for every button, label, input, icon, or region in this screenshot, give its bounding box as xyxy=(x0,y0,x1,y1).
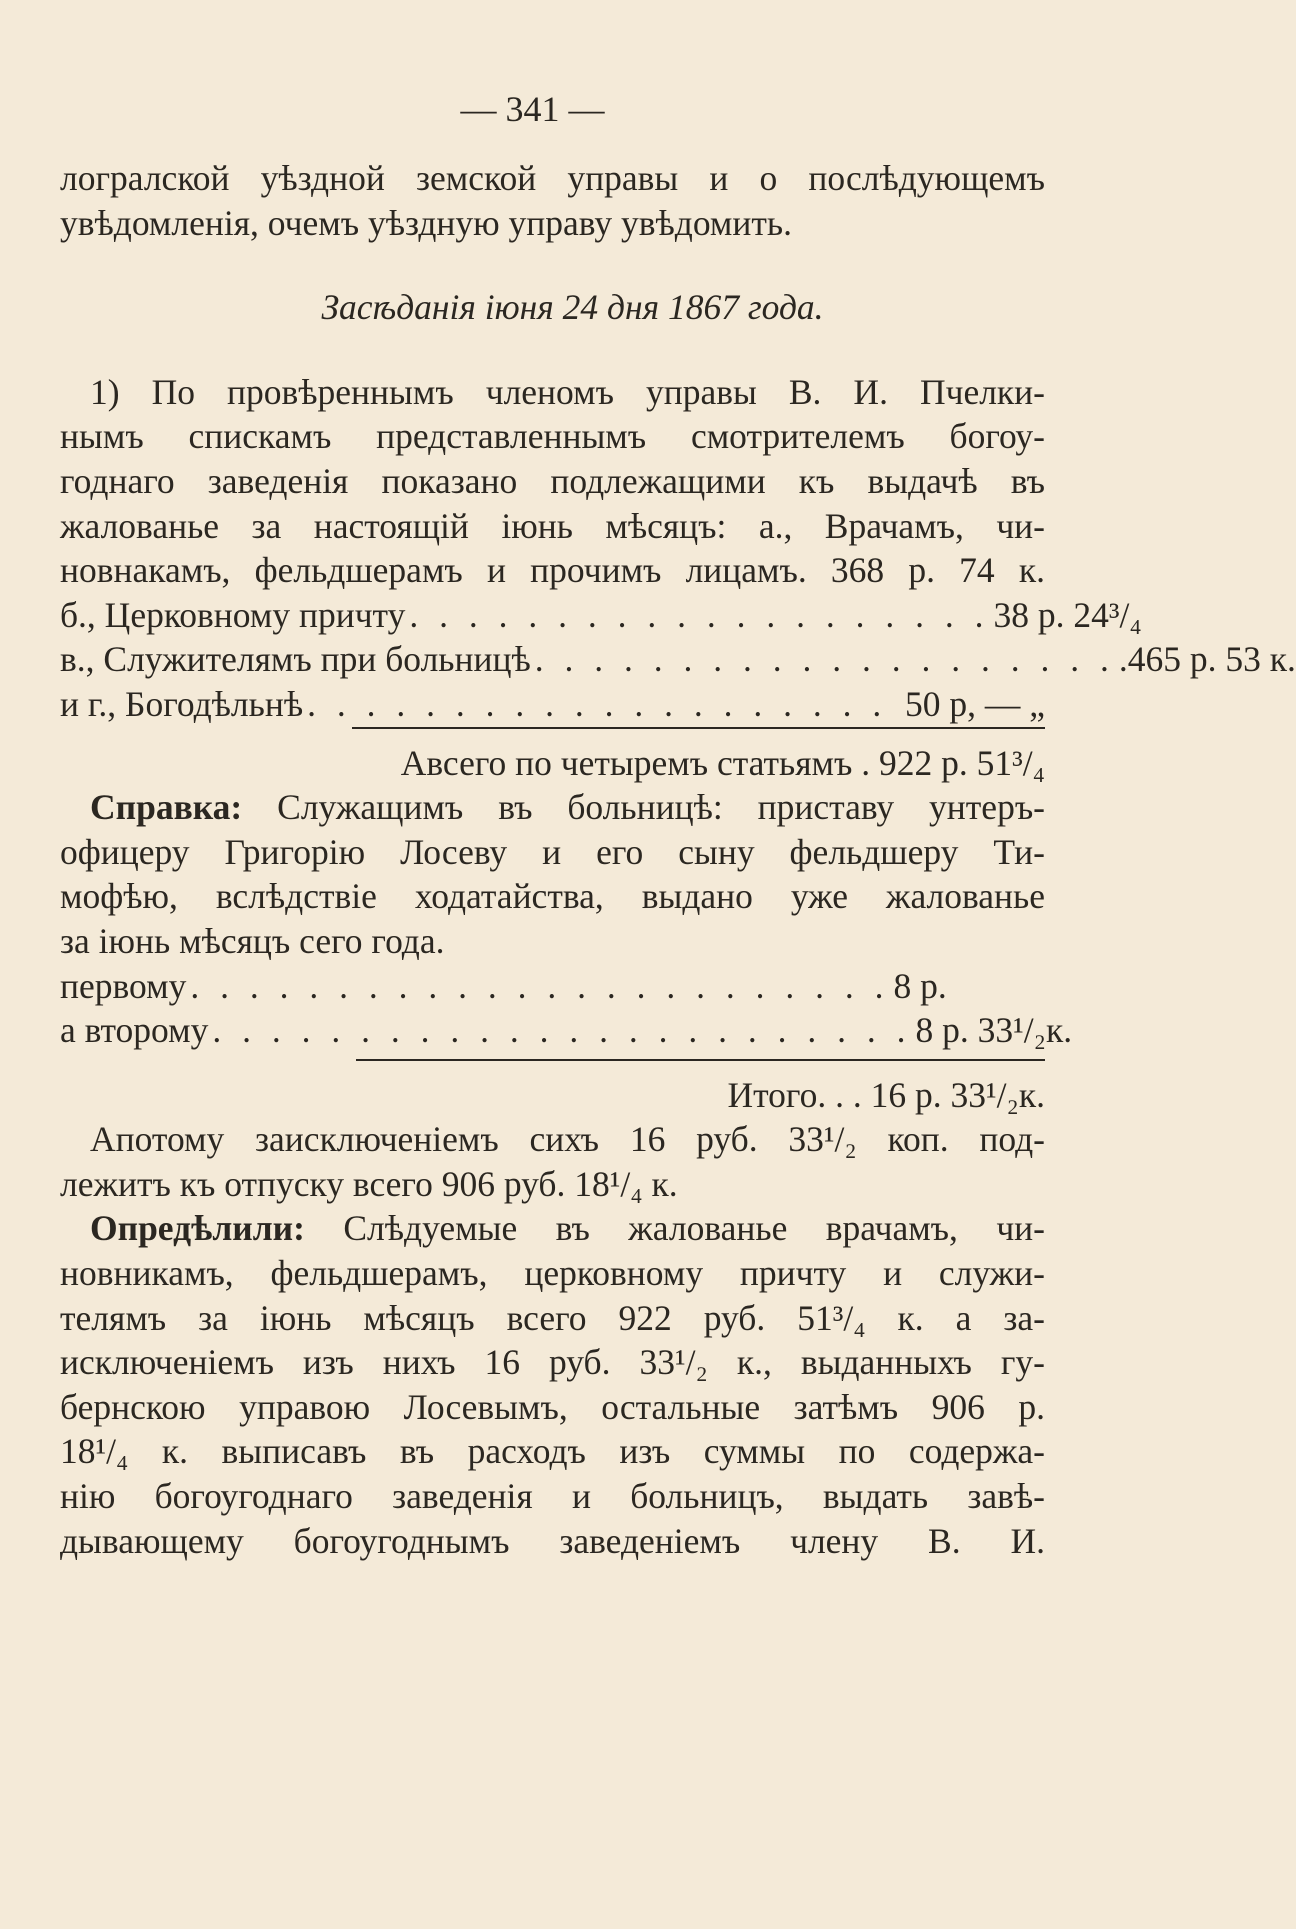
text-line: лежитъ къ отпуску всего 906 руб. 18¹/₄ к. xyxy=(60,1163,678,1204)
leader-dots: . . . . . . . . . . . . . . . . . . . . xyxy=(534,639,1115,680)
text-line: новнакамъ, фельдшерамъ и прочимъ лицамъ. 368 р. 74 к. xyxy=(60,550,1045,591)
page-number: — 341 — xyxy=(460,89,605,129)
text-line: годнаго заведенія показано подлежащими къ выдачѣ въ xyxy=(60,460,1045,501)
items-list xyxy=(60,593,1296,727)
text-line: 1) По провѣреннымъ членомъ управы В. И. Пчелки- xyxy=(90,371,1045,412)
item-label: и г., Богодѣльнѣ xyxy=(60,683,304,724)
leader-dots: . . . . . . . . . . . . . . . . . . . . xyxy=(307,683,888,724)
text-line: телямъ за іюнь мѣсяцъ всего 922 руб. 51³/₄ к. а за- xyxy=(60,1297,1045,1338)
item-label: б., Церковному причту xyxy=(60,594,406,635)
item-label: в., Служителямъ при больницѣ xyxy=(60,639,531,680)
payment-row xyxy=(60,1008,1073,1053)
text-line: нію богоугоднаго заведенія и больницъ, выдать завѣ- xyxy=(60,1476,1045,1517)
payment-label: первому xyxy=(60,965,187,1006)
all-total: Авсего по четыремъ статьямъ . 922 р. 51³/₄ xyxy=(400,742,1045,783)
text-line: Опредѣлили: Слѣдуемые въ жалованье врачамъ, чи- xyxy=(90,1208,1045,1249)
text-line: жалованье за настоящій іюнь мѣсяцъ: а., Врачамъ, чи- xyxy=(60,505,1045,546)
item-row xyxy=(60,682,1045,727)
spravka-label: Справка: xyxy=(90,787,243,828)
text-line: исключеніемъ изъ нихъ 16 руб. 33¹/₂ к., выданныхъ гу- xyxy=(60,1342,1045,1383)
payment-row xyxy=(60,964,1045,1009)
text-line: бернскою управою Лосевымъ, остальные затѣмъ 906 р. xyxy=(60,1386,1045,1427)
text-line: 18¹/₄ к. выписавъ въ расходъ изъ суммы по содержа- xyxy=(60,1431,1045,1472)
leader-dots: . . . . . . . . . . . . . . . . . . . . xyxy=(409,594,990,635)
text-line: логралской уѣздной земской управы и о послѣдующемъ xyxy=(60,158,1045,198)
payments-list xyxy=(60,964,1073,1053)
text-line: новникамъ, фельдшерамъ, церковному причту и служи- xyxy=(60,1253,1045,1294)
item-row xyxy=(60,637,1296,682)
text-line: мофѣю, вслѣдствіе ходатайства, выдано уже жалованье xyxy=(60,876,1045,917)
apotomu-paragraph xyxy=(60,1117,1045,1206)
text-line: дывающему богоугоднымъ заведеніемъ члену В. И. xyxy=(60,1520,1045,1561)
item-row xyxy=(60,593,1142,638)
text-line: увѣдомленія, очемъ уѣздную управу увѣдомить. xyxy=(60,202,792,243)
paragraph-1 xyxy=(60,370,1045,593)
leader-dots: . . . . . . . . . . . . . . . . . . . . . . . . xyxy=(190,965,890,1006)
opredelili-label: Опредѣлили: xyxy=(90,1208,305,1249)
item-amount: 50 р, — „ xyxy=(904,683,1045,724)
payment-amount: 8 р. 33¹/₂к. xyxy=(915,1010,1073,1051)
leader-dots: . . . . . . . . . . . . . . . . . . . . . . . . xyxy=(212,1010,912,1051)
payment-amount: 8 р. xyxy=(893,965,947,1006)
spravka-paragraph xyxy=(60,785,1045,963)
text-line: Справка: Служащимъ въ больницѣ: приставу унтеръ- xyxy=(90,787,1045,828)
opredelili-paragraph xyxy=(60,1206,1045,1563)
item-amount: .465 р. 53 к. xyxy=(1118,639,1296,680)
text-line: за іюнь мѣсяцъ сего года. xyxy=(60,920,445,961)
payment-label: а второму xyxy=(60,1010,209,1051)
intro-paragraph xyxy=(60,156,1045,245)
item-amount: 38 р. 24³/₄ xyxy=(993,594,1142,635)
itogo-total: Итого. . . 16 р. 33¹/₂к. xyxy=(727,1074,1045,1115)
session-heading: Засѣданія іюня 24 дня 1867 года. xyxy=(321,287,824,328)
text-line: офицеру Григорію Лосеву и его сыну фельдшеру Ти- xyxy=(60,831,1045,872)
text-line: нымъ спискамъ представленнымъ смотрителемъ богоу- xyxy=(60,416,1045,457)
text-line: Апотому заисключеніемъ сихъ 16 руб. 33¹/₂ коп. под- xyxy=(90,1119,1045,1160)
